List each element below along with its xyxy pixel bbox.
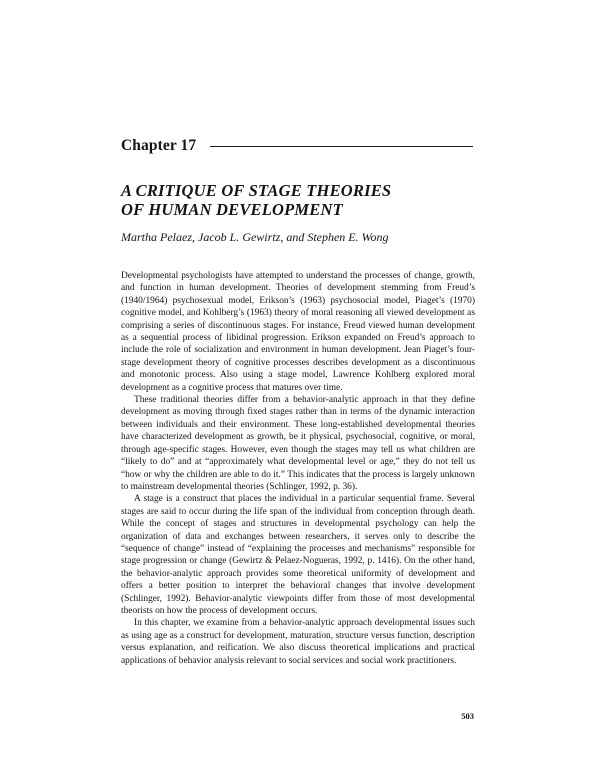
chapter-title (121, 181, 481, 219)
paragraph-2: These traditional theories differ from a behavior-analytic approach in that they define development as moving through fixed stages rather than in terms of the dynamic interaction between individuals and their environment. These long-established developmental theories have characterized development as growth, be it physical, psychosocial, cognitive, or moral, through age-specific stages. However, even though the stages may tell us what children are “likely to do” and at “approximately what developmental level or age,” they do not tell us “how or why the children are able to do it.” This indicates that the process is largely unknown to mainstream developmental theories (Schlinger, 1992, p. 36). (121, 395, 475, 492)
page-number: 503 (461, 711, 474, 721)
chapter-heading (121, 136, 473, 156)
paragraph-1: Developmental psychologists have attempted to understand the processes of change, growth, and function in human development. Theories of development stemming from Freud’s (1940/1964) psychosexual model, Erikson’s (1963) psychosocial model, Piaget’s (1970) cognitive model, and Kohlberg’s (1963) theory of moral reasoning all viewed development as comprising a series of discontinuous stages. For instance, Freud viewed human development as a sequential process of libidinal progression. Erikson expanded on Freud’s approach to include the role of socialization and environment in human development. Jean Piaget’s four-stage development theory of cognitive processes describes development as a discontinuous and monotonic process. Also using a stage model, Lawrence Kohlberg explored moral development as a cognitive process that matures over time. (121, 271, 475, 393)
paragraph-4: In this chapter, we examine from a behavior-analytic approach developmental issues such as using age as a construct for development, maturation, structure versus function, description versus explanation, and reification. We also discuss theoretical implications and practical applications of behavior analysis relevant to social services and social work practitioners. (121, 618, 475, 666)
chapter-label: Chapter 17 (121, 137, 197, 154)
chapter-title-line-2: OF HUMAN DEVELOPMENT (121, 200, 343, 219)
body-text (121, 270, 475, 667)
chapter-title-line-1: A CRITIQUE OF STAGE THEORIES (121, 181, 392, 200)
authors: Martha Pelaez, Jacob L. Gewirtz, and Stephen E. Wong (121, 230, 389, 244)
paragraph-3: A stage is a construct that places the individual in a particular sequential frame. Several stages are said to occur during the life span of the individual from conception through death. While the concept of stages and structures in developmental psychology can help the organization of data and exchanges between researchers, it serves only to describe the “sequence of change” instead of “explaining the processes and mechanisms” responsible for stage progression or change (Gewirtz & Pelaez-Nogueras, 1992, p. 1416). On the other hand, the behavior-analytic approach provides some theoretical uniformity of development and offers a better position to interpret the behavioral changes that involve development (Schlinger, 1992). Behavior-analytic viewpoints differ from those of most developmental theorists on how the process of development occurs. (121, 494, 475, 616)
chapter-rule (210, 146, 473, 147)
